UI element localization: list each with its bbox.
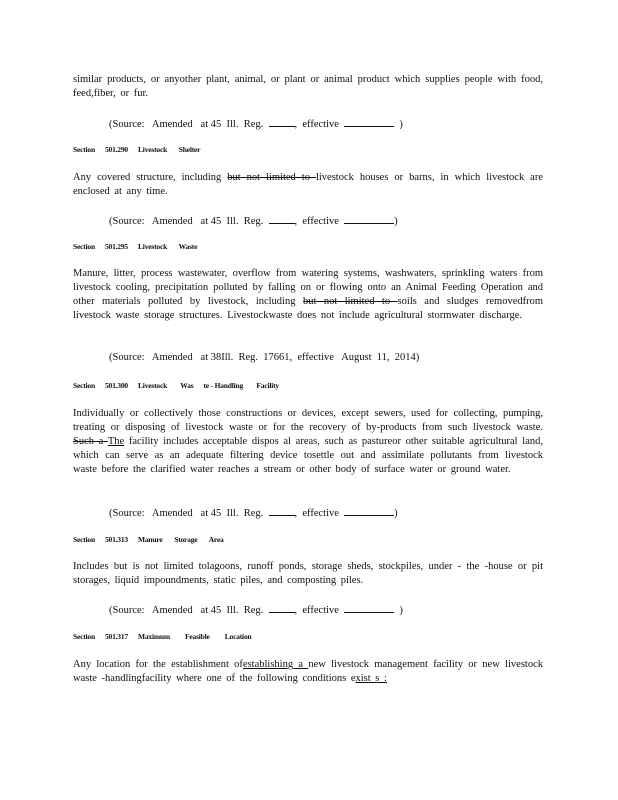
source-text: , effective [294, 119, 345, 130]
source-text: ) [394, 605, 403, 616]
section-heading-501-300: Section 501.300 Livestock Was te - Handling Facility [73, 381, 279, 390]
paragraph-continuation [73, 73, 543, 101]
paragraph-text: livestock houses or barns, in which livestock are enclosed at any time. [73, 172, 543, 197]
blank-line [269, 602, 295, 613]
paragraph-text: Manure, litter, process wastewater, overflow from watering systems, washwaters, sprinkling waters from livestock cooling, precipitation polluted by falling on or flowing onto an Animal Feeding Operation and other materials polluted by livestock, including [73, 268, 543, 307]
paragraph-text: Individually or collectively those constructions or devices, except sewers, used for collecting, pumping, treating or disposing of livestock waste or for the recovery of by-products from such livestock waste. [73, 408, 543, 433]
source-note [109, 505, 398, 521]
section-501-290-text [73, 171, 543, 199]
inserted-text: xist s : [355, 673, 387, 684]
source-text: , effective [294, 508, 345, 519]
source-note: (Source: Amended at 38Ill. Reg. 17661, effective August 11, 2014) [109, 352, 420, 363]
source-text: ) [394, 508, 398, 519]
section-501-317-text [73, 658, 543, 686]
source-text: ) [394, 216, 398, 227]
source-note [109, 116, 403, 132]
paragraph-text: facility includes acceptable dispos al areas, such as pastureor other suitable agricultural land, which can serve as an adequate filtering device tosettle out and assimilate pollutants from livestock waste before the clarified water reaches a stream or other body of surface water or ground water. [73, 436, 543, 475]
source-note [109, 602, 403, 618]
blank-line [269, 505, 295, 516]
source-text: ) [394, 119, 403, 130]
source-text: (Source: Amended at 45 Ill. Reg. [109, 605, 269, 616]
inserted-text: establishing a [242, 659, 309, 670]
section-heading-501-295: Section 501.295 Livestock Waste [73, 242, 198, 251]
inserted-text: The [107, 436, 125, 447]
section-heading-501-317: Section 501.317 Maximum Feasible Location [73, 632, 252, 641]
blank-line [269, 213, 295, 224]
section-501-313-text [73, 560, 543, 588]
paragraph-text: similar products, or anyother plant, animal, or plant or animal product which supplies people with food, feed,fiber, or fur. [73, 74, 543, 99]
blank-line [269, 116, 295, 127]
source-text: (Source: Amended at 45 Ill. Reg. [109, 216, 269, 227]
source-note [109, 213, 398, 229]
blank-line [344, 505, 394, 516]
blank-line [344, 116, 394, 127]
blank-line [344, 602, 394, 613]
struck-text: but not limited to [302, 296, 398, 307]
section-heading-501-290: Section 501.290 Livestock Shelter [73, 145, 201, 154]
source-text: (Source: Amended at 45 Ill. Reg. [109, 508, 269, 519]
paragraph-text: new livestock management facility or new livestock waste -handlingfacility where one of the following conditions e [73, 659, 543, 684]
paragraph-text: Any location for the establishment of [73, 659, 243, 670]
section-heading-501-313: Section 501.313 Manure Storage Area [73, 535, 224, 544]
section-501-300-text [73, 407, 543, 477]
source-text: , effective [294, 605, 345, 616]
paragraph-text: soils and sludges removedfrom livestock waste storage structures. Livestockwaste does not include agricultural stormwater discharge. [73, 296, 544, 321]
section-501-295-text [73, 267, 543, 323]
struck-text: but not limited to [227, 172, 316, 183]
blank-line [344, 213, 394, 224]
source-text: (Source: Amended at 45 Ill. Reg. [109, 119, 269, 130]
source-text: , effective [294, 216, 345, 227]
paragraph-text: Any covered structure, including [73, 172, 228, 183]
struck-text: Such a [73, 436, 108, 447]
paragraph-text: Includes but is not limited tolagoons, runoff ponds, storage sheds, stockpiles, under - the -house or pit storages, liquid impoundments, static piles, and composting piles. [73, 561, 543, 586]
